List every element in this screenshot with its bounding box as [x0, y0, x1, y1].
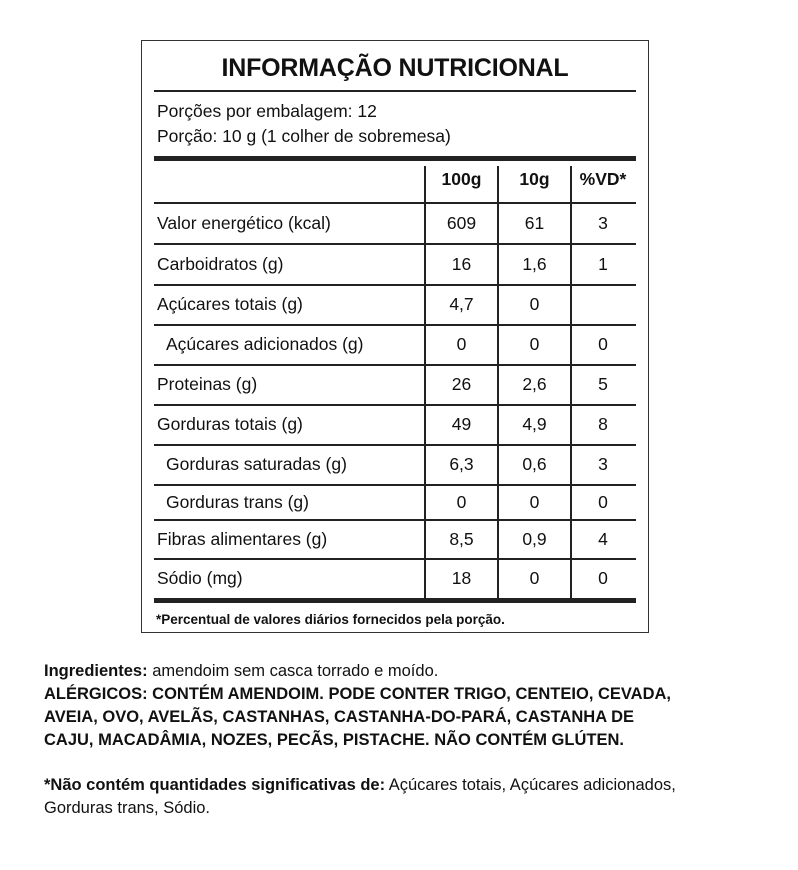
- nutrient-name: Proteinas (g): [157, 374, 258, 394]
- value-per-serving: 0: [529, 294, 540, 314]
- column-header-vd: %VD*: [579, 169, 627, 189]
- allergens-line-2: AVEIA, OVO, AVELÃS, CASTANHAS, CASTANHA-DO-PARÁ, CASTANHA DE: [44, 708, 635, 726]
- thick-divider: [154, 156, 636, 161]
- value-per-serving: 2,6: [522, 374, 547, 394]
- ingredients-label: Ingredientes:: [44, 662, 148, 680]
- value-daily-percent: 0: [598, 492, 608, 512]
- value-per-100g: 0: [456, 492, 467, 512]
- value-daily-percent: 4: [598, 529, 608, 549]
- value-daily-percent: 3: [598, 213, 608, 233]
- value-per-serving: 1,6: [522, 254, 547, 274]
- value-daily-percent: 5: [598, 374, 608, 394]
- nutrient-name: Carboidratos (g): [157, 254, 284, 274]
- table-row: [154, 519, 636, 558]
- table-row: [154, 558, 636, 598]
- allergens-line-1: ALÉRGICOS: CONTÉM AMENDOIM. PODE CONTER TRIGO, CENTEIO, CEVADA,: [44, 685, 672, 703]
- table-row: [154, 364, 636, 404]
- value-per-100g: 8,5: [449, 529, 474, 549]
- thick-divider: [154, 598, 636, 603]
- value-per-100g: 16: [451, 254, 472, 274]
- table-row: [154, 444, 636, 484]
- value-per-100g: 26: [451, 374, 472, 394]
- value-per-serving: 0,6: [522, 454, 547, 474]
- not-significant-label: *Não contém quantidades significativas de:: [44, 776, 386, 794]
- nutrient-name: Açúcares adicionados (g): [166, 334, 364, 354]
- divider: [154, 90, 636, 92]
- column-header-serving: 10g: [519, 169, 550, 189]
- value-per-serving: 0,9: [522, 529, 547, 549]
- nutrient-name: Fibras alimentares (g): [157, 529, 328, 549]
- value-per-100g: 609: [446, 213, 477, 233]
- value-per-100g: 6,3: [449, 454, 474, 474]
- value-daily-percent: 3: [598, 454, 608, 474]
- table-row: [154, 324, 636, 364]
- column-header-100g: 100g: [441, 169, 482, 189]
- nutrition-title: INFORMAÇÃO NUTRICIONAL: [221, 54, 569, 82]
- value-per-serving: 0: [529, 492, 540, 512]
- value-per-serving: 0: [529, 334, 540, 354]
- nutrient-name: Gorduras saturadas (g): [166, 454, 347, 474]
- value-per-100g: 49: [451, 414, 472, 434]
- table-row: [154, 404, 636, 444]
- table-row: [154, 284, 636, 324]
- ingredients-text: amendoim sem casca torrado e moído.: [147, 662, 439, 680]
- value-daily-percent: 1: [598, 254, 608, 274]
- value-daily-percent: 0: [598, 568, 608, 588]
- value-daily-percent: 8: [598, 414, 608, 434]
- value-per-100g: 4,7: [449, 294, 474, 314]
- value-per-100g: 0: [456, 334, 467, 354]
- value-per-serving: 4,9: [522, 414, 547, 434]
- value-per-100g: 18: [451, 568, 472, 588]
- nutrient-name: Gorduras trans (g): [166, 492, 309, 512]
- value-per-serving: 61: [524, 213, 545, 233]
- nutrient-name: Gorduras totais (g): [157, 414, 303, 434]
- nutrient-name: Valor energético (kcal): [157, 213, 331, 233]
- nutrient-name: Açúcares totais (g): [157, 294, 303, 314]
- table-row: [154, 203, 636, 243]
- value-daily-percent: 0: [598, 334, 608, 354]
- serving-size: Porção: 10 g (1 colher de sobremesa): [157, 126, 451, 146]
- table-row: [154, 243, 636, 284]
- allergens-line-3: CAJU, MACADÂMIA, NOZES, PECÃS, PISTACHE. NÃO CONTÉM GLÚTEN.: [44, 731, 624, 749]
- footnote: *Percentual de valores diários fornecidos pela porção.: [156, 612, 505, 627]
- table-row: [154, 484, 636, 519]
- not-significant-text: Açúcares totais, Açúcares adicionados,: [385, 776, 676, 794]
- not-significant-note-line-2: Gorduras trans, Sódio.: [44, 799, 210, 817]
- servings-per-package: Porções por embalagem: 12: [157, 101, 377, 121]
- nutrition-facts-panel: [141, 40, 649, 633]
- nutrient-name: Sódio (mg): [157, 568, 243, 588]
- value-per-serving: 0: [529, 568, 540, 588]
- ingredients: [44, 660, 784, 683]
- not-significant-note: [44, 774, 784, 797]
